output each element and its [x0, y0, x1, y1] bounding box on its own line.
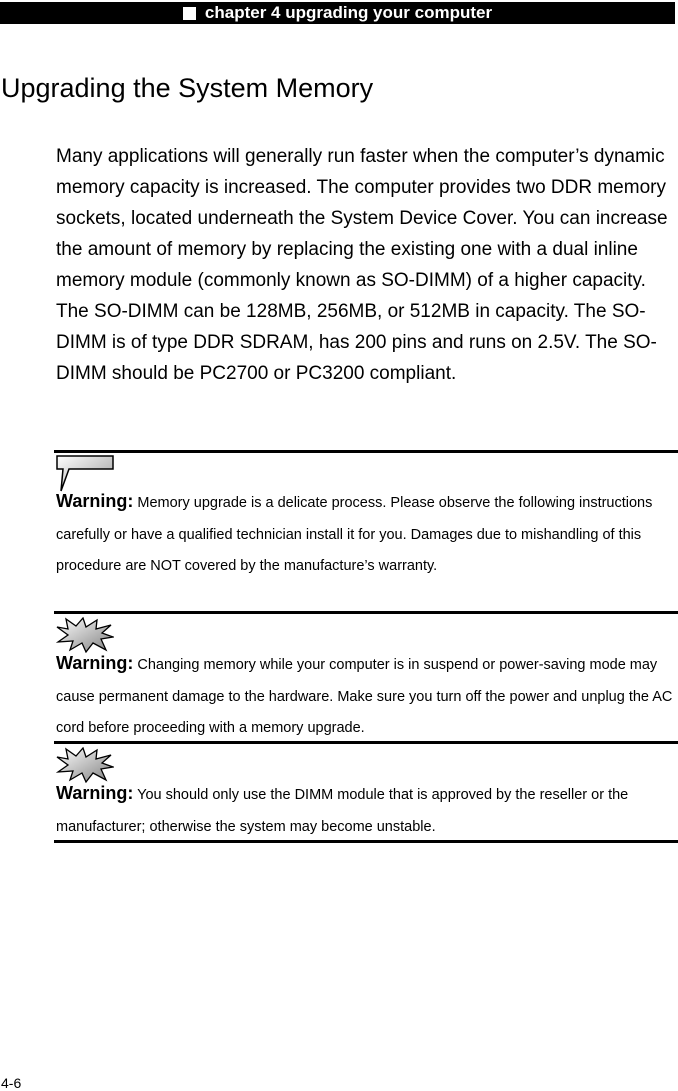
- warning-3: [56, 778, 678, 843]
- warning-1-top-rule: [54, 450, 678, 453]
- warning-1-label: Warning:: [56, 491, 134, 511]
- warning-2-label: Warning:: [56, 653, 134, 673]
- page-number: 4-6: [1, 1075, 22, 1091]
- chapter-header: [0, 2, 675, 24]
- warning-3-top-rule: [54, 741, 678, 744]
- warning-3-label: Warning:: [56, 783, 134, 803]
- warning-1: [56, 486, 678, 583]
- warning-3-bottom-rule: [54, 840, 678, 843]
- warning-2: [56, 648, 678, 745]
- warning-3-text: You should only use the DIMM module that is approved by the reseller or the manufacturer; otherwise the system may become unstable.: [56, 787, 629, 835]
- warning-1-text: Memory upgrade is a delicate process. Please observe the following instructions carefully or have a qualified technician install it for you. Damages due to mishandling of this procedure are NOT covered by the manufacture’s warranty.: [56, 495, 653, 574]
- square-bullet-icon: [183, 7, 196, 20]
- section-title: Upgrading the System Memory: [1, 73, 374, 103]
- warning-2-top-rule: [54, 611, 678, 614]
- body-paragraph: Many applications will generally run faster when the computer’s dynamic memory capacity is increased. The computer provides two DDR memory sockets, located underneath the System Device Cover. You can increase the amount of memory by replacing the existing one with a dual inline memory module (commonly known as SO-DIMM) of a higher capacity. The SO-DIMM can be 128MB, 256MB, or 512MB in capacity. The SO-DIMM is of type DDR SDRAM, has 200 pins and runs on 2.5V. The SO-DIMM should be PC2700 or PC3200 compliant.: [56, 146, 668, 384]
- chapter-title: chapter 4 upgrading your computer: [204, 3, 493, 22]
- warning-2-text: Changing memory while your computer is in suspend or power-saving mode may cause permanent damage to the hardware. Make sure you turn off the power and unplug the AC cord before proceeding with a memory upgrade.: [56, 657, 673, 736]
